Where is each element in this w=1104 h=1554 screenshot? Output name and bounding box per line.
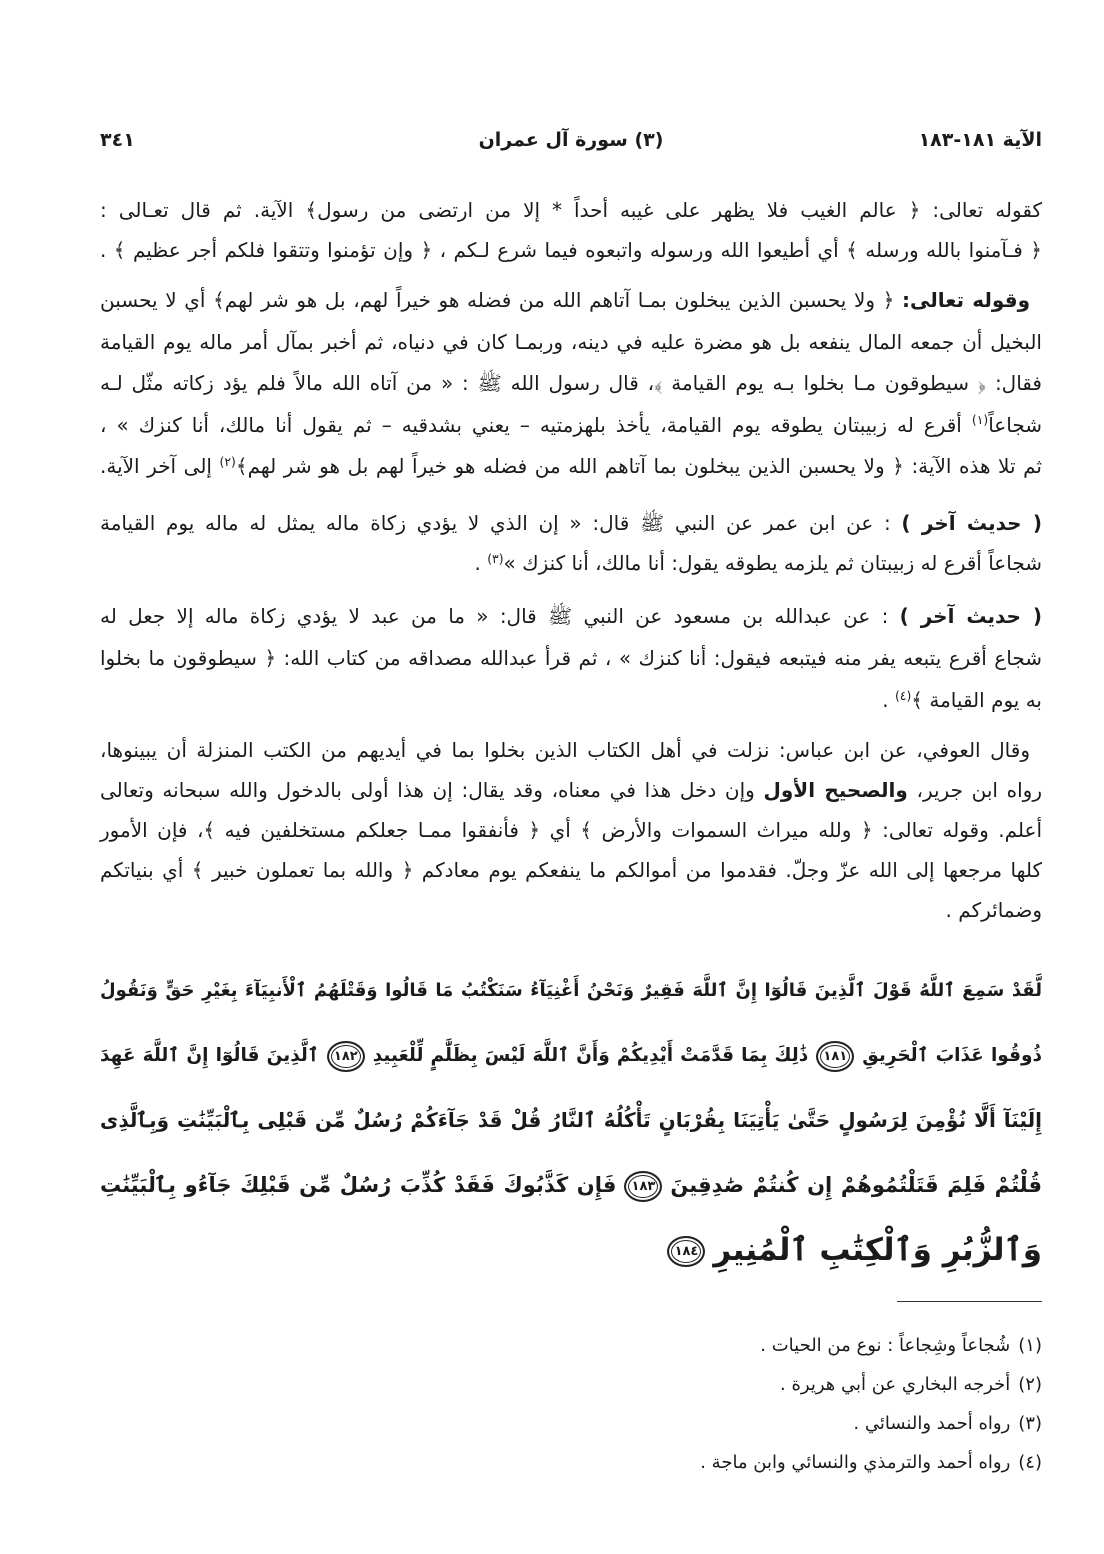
text-segment: وقال العوفي، عن ابن عباس: نزلت في أهل الكتاب الذين بخلوا بما في أيديهم من الكتب المنزلة أن يبينوها،	[100, 738, 1030, 762]
text-segment: شجاعاً	[988, 412, 1042, 437]
footnote-text: رواه أحمد والترمذي والنسائي وابن ماجة .	[700, 1452, 1011, 1473]
text-segment: : عن ابن عمر عن النبي ﷺ قال: « إن الذي لا يؤدي زكاة ماله يمثل له ماله يوم القيامة	[100, 511, 902, 535]
ayah-number-marker: ١٨١	[816, 1041, 854, 1072]
footnote	[100, 1326, 1042, 1365]
text-segment: شجاعاً أقرع له زبيبتان ثم يلزمه يطوقه يقول: أنا مالك، أنا كنزك »	[503, 551, 1042, 575]
text-segment: أقرع له زبيبتان يطوقه يوم القيامة، يأخذ بلهزمتيه – يعني بشدقيه – ثم يقول أنا مالك، أنا كنزك » ،	[100, 412, 972, 437]
text-segment: إلى آخر الآية.	[100, 454, 220, 478]
text-segment: به يوم القيامة ﴾	[911, 688, 1042, 712]
text-line	[100, 810, 1042, 850]
verse-text: ذُوقُوا عَذَابَ ٱلْحَرِيقِ	[862, 1045, 1042, 1066]
text-segment: .	[882, 688, 895, 712]
bold-phrase: والصحيح الأول	[763, 778, 908, 802]
footnote-text: شُجاعاً وشِجاعاً : نوع من الحيات .	[760, 1335, 1011, 1356]
text-line	[100, 595, 1042, 637]
commentary-paragraph	[100, 503, 1042, 583]
footnote-number: (٣)	[1018, 1413, 1042, 1434]
quran-verses	[100, 958, 1042, 1283]
hadith-heading: ( حديث آخر )	[901, 511, 1042, 535]
hadith-heading: ( حديث آخر )	[899, 604, 1043, 628]
text-segment: البخيل أن جمعه المال ينفعه بل هو مضرة عليه في دينه، وربمـا كان في دنياه، ثم أخبر بمآل أمر ماله يوم القيامة	[100, 329, 1042, 354]
page-number: ٣٤١	[100, 129, 135, 151]
text-segment: كقوله تعالى: ﴿ عالم الغيب فلا يظهر على غيبه أحداً * إلا من ارتضى من رسول﴾ الآية. ثم قال تعـالى :	[100, 198, 1042, 222]
text-line	[100, 322, 1042, 364]
text-segment: ثم تلا هذه الآية: ﴿ ولا يحسبن الذين يبخلون بما آتاهم الله من فضله هو خيراً لهم بل هو شر لهم﴾	[235, 454, 1042, 478]
footnote-number: (١)	[1018, 1335, 1042, 1356]
surah-title: (٣) سورة آل عمران	[478, 129, 664, 151]
text-line	[100, 850, 1042, 890]
commentary-paragraph	[100, 190, 1042, 270]
verse-text: ذَٰلِكَ بِمَا قَدَّمَتْ أَيْدِيكُمْ وَأَنَّ ٱللَّهَ لَيْسَ بِظَلَّٰمٍ لِّلْعَبِيدِ	[372, 1045, 809, 1066]
text-line	[100, 637, 1042, 679]
verse-range: الآية ١٨١-١٨٣	[918, 129, 1042, 151]
quran-line	[100, 1023, 1042, 1088]
text-line	[100, 730, 1042, 770]
ayah-number-marker: ١٨٣	[624, 1171, 662, 1202]
text-segment: ﴿ فـآمنوا بالله ورسله ﴾ أي أطيعوا الله ورسوله واتبعوه فيما شرع لـكم ، ﴿ وإن تؤمنوا وتتقوا فلكم أجر عظيم ﴾ .	[100, 238, 1042, 262]
quran-line	[100, 1088, 1042, 1153]
footnote-reference: (٤)	[894, 687, 912, 703]
text-line	[100, 890, 1042, 930]
quran-line	[100, 1218, 1042, 1283]
quran-line	[100, 1153, 1042, 1218]
footnotes	[100, 1326, 1042, 1482]
footnote	[100, 1365, 1042, 1404]
text-line	[100, 280, 1042, 322]
verse-text: وَٱلزُّبُرِ وَٱلْكِتَٰبِ ٱلْمُنِيرِ	[713, 1232, 1042, 1268]
footnote-number: (٢)	[1018, 1374, 1042, 1395]
text-line	[100, 230, 1042, 270]
commentary-paragraph	[100, 595, 1042, 721]
verse-text: ٱلَّذِينَ قَالُوٓا إِنَّ ٱللَّهَ عَهِدَ	[100, 1045, 319, 1066]
text-line	[100, 503, 1042, 543]
text-segment: رواه ابن جرير،	[907, 778, 1042, 802]
bold-lead-phrase: وقوله تعالى:	[902, 288, 1030, 312]
commentary-paragraph	[100, 280, 1042, 488]
text-segment: وإن دخل هذا في معناه، وقد يقال: إن هذا أولى بالدخول والله سبحانه وتعالى	[100, 778, 764, 802]
verse-text: قُلْتُمْ فَلِمَ قَتَلْتُمُوهُمْ إِن كُنتُمْ صَٰدِقِينَ	[670, 1173, 1042, 1197]
footnote-text: أخرجه البخاري عن أبي هريرة .	[780, 1374, 1011, 1395]
text-segment: وضمائركم .	[945, 898, 1042, 922]
verse-text: فَإِن كَذَّبُوكَ فَقَدْ كُذِّبَ رُسُلٌ مِّن قَبْلِكَ جَآءُو بِٱلْبَيِّنَٰتِ	[100, 1173, 617, 1197]
text-line	[100, 190, 1042, 230]
footnote-reference: (٣)	[487, 550, 504, 566]
text-line	[100, 446, 1042, 488]
text-segment: فقال: ﴿ سيطوقون مـا بخلوا بـه يوم القيامة ﴾، قال رسول الله ﷺ : « من آتاه الله مالاً فلم يؤد زكاته مثّل لـه	[100, 371, 1042, 395]
running-header	[100, 125, 1042, 155]
text-line	[100, 770, 1042, 810]
text-line	[100, 405, 1042, 447]
quran-line	[100, 958, 1042, 1023]
footnote-separator	[897, 1301, 1042, 1302]
footnote-reference: (١)	[971, 412, 989, 428]
text-segment: أعلم. وقوله تعالى: ﴿ ولله ميراث السموات والأرض ﴾ أي ﴿ فأنفقوا ممـا جعلكم مستخلفين فيه ﴾، فإن الأمور	[100, 818, 1042, 842]
ayah-number-marker: ١٨٢	[327, 1041, 365, 1072]
footnote-text: رواه أحمد والنسائي .	[853, 1413, 1011, 1434]
text-segment: كلها مرجعها إلى الله عزّ وجلّ. فقدموا من أموالكم ما ينفعكم يوم معادكم ﴿ والله بما تعملون خبير ﴾ أي بنياتكم	[100, 858, 1042, 882]
text-segment: .	[474, 551, 488, 575]
text-segment: ﴿ ولا يحسبن الذين يبخلون بمـا آتاهم الله من فضله هو خيراً لهم، بل هو شر لهم﴾ أي لا يحسبن	[100, 288, 903, 312]
text-line	[100, 543, 1042, 583]
verse-text: إِلَيْنَآ أَلَّا نُؤْمِنَ لِرَسُولٍ حَتَّىٰ يَأْتِيَنَا بِقُرْبَانٍ تَأْكُلُهُ ٱلنَّارُ قُلْ قَدْ جَآءَكُمْ رُسُلٌ مِّن قَبْلِى بِٱلْبَيِّنَٰتِ وَبِٱلَّذِى	[100, 1108, 1042, 1132]
footnote	[100, 1404, 1042, 1443]
footnote-reference: (٢)	[219, 453, 236, 469]
footnote-number: (٤)	[1018, 1452, 1042, 1473]
ayah-number-marker: ١٨٤	[667, 1236, 705, 1267]
verse-text: لَّقَدْ سَمِعَ ٱللَّهُ قَوْلَ ٱلَّذِينَ قَالُوٓا إِنَّ ٱللَّهَ فَقِيرٌ وَنَحْنُ أَغْنِيَآءُ سَنَكْتُبُ مَا قَالُوا وَقَتْلَهُمُ ٱلْأَنبِيَآءَ بِغَيْرِ حَقٍّ وَنَقُولُ	[100, 980, 1042, 1001]
commentary-paragraph	[100, 730, 1042, 930]
text-line	[100, 363, 1042, 405]
text-segment: : عن عبدالله بن مسعود عن النبي ﷺ قال: « ما من عبد لا يؤدي زكاة ماله إلا جعل له	[100, 604, 900, 628]
text-segment: شجاع أقرع يتبعه يفر منه فيتبعه فيقول: أنا كنزك » ، ثم قرأ عبدالله مصداقه من كتاب الله: ﴿ سيطوقون ما بخلوا	[100, 646, 1042, 670]
footnote	[100, 1443, 1042, 1482]
text-line	[100, 679, 1042, 721]
